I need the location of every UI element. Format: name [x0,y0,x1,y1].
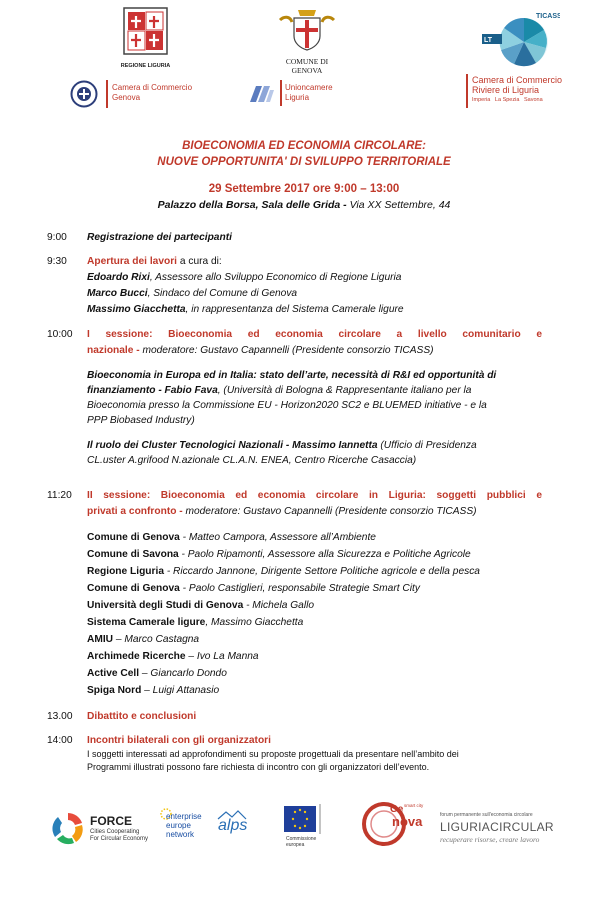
talk1-line4: PPP Biobased Industry) [87,415,195,426]
speaker-detail: - Matteo Campora, Assessore all’Ambiente [179,532,376,543]
talk1-line1: Bioeconomia in Europa ed in Italia: stato dell’arte, necessità di R&I ed opportunità di [87,370,497,381]
talk1-speaker: finanziamento - Fabio Fava [87,385,218,396]
genova-smart-city: smart city [404,803,424,808]
time-debate: 13.00 [47,711,73,722]
talk1-affiliation: , (Università di Bologna & Rappresentante italiano per la [217,385,472,396]
event-date: 29 Settembre 2017 ore 9:00 – 13:00 [208,183,400,195]
speaker-name: Marco Bucci [87,288,148,299]
session1-moderator: moderatore: Gustavo Capannelli (Presidente consorzio TICASS) [139,345,434,356]
genova-ge: Ge [390,804,404,815]
ticass-label: TICASS [536,13,560,20]
speaker-org: Spiga Nord [87,685,142,696]
force-line1: Cities Cooperating [90,829,140,835]
event-title-line2: NUOVE OPPORTUNITA' DI SVILUPPO TERRITORIALE [157,156,451,168]
session2-speaker [87,666,542,681]
unioncamere-line1: Unioncamere [285,83,333,92]
comune-genova-crest-icon [272,6,342,52]
ticass-logo [480,4,560,72]
talk1-line2 [87,383,542,398]
time-meetings: 14:00 [47,735,73,746]
speaker-org: Comune di Savona [87,549,179,560]
speaker-org: Regione Liguria [87,566,164,577]
venue-address: Via XX Settembre, 44 [346,199,451,211]
ticass-sunburst-icon [480,4,560,70]
session2-speaker [87,598,542,613]
force-name: FORCE [90,814,132,828]
event-venue [0,199,608,211]
session2-speaker [87,615,542,630]
genova-nova: nova [392,814,423,829]
speaker-detail: - Michela Gallo [243,600,315,611]
camera-riviere-line3: Imperia La Spezia Savona [472,97,543,103]
liguria-circular-name: LIGURIACIRCULAR [440,820,554,834]
session2-speaker [87,649,542,664]
regione-liguria-shield-icon [118,6,173,58]
een-line3: network [166,830,195,839]
commission-line1: Commissione [286,836,317,842]
talk2-affiliation: (Ufficio di Presidenza [377,440,477,451]
comune-genova-logo [272,6,342,75]
speaker-detail: - Paolo Ripamonti, Assessore alla Sicurezza e Politiche Agricole [178,549,471,560]
unioncamere-liguria-logo [248,80,368,106]
commission-line2: europea [286,842,305,848]
event-title-line1: BIOECONOMIA ED ECONOMIA CIRCOLARE: [182,140,426,152]
regione-liguria-caption: REGIONE LIGURIA [120,63,171,69]
een-line1: enterprise [166,812,202,821]
opening-speaker [87,302,542,317]
genova-smart-city-logo [362,800,432,848]
speaker-role: , Sindaco del Comune di Genova [147,288,298,299]
liguria-circular-tagline: recuperare risorse, creare lavoro [440,835,540,844]
camera-genova-line2: Genova [112,93,141,102]
commissione-europea-logo [284,804,326,848]
force-line2: For Circular Economy [90,836,149,842]
speaker-org: AMIU [87,634,114,645]
speaker-role: , Assessore allo Sviluppo Economico di Regione Liguria [149,272,402,283]
speaker-org: Active Cell [87,668,140,679]
speaker-detail: , Massimo Giacchetta [205,617,304,628]
talk2-title: Il ruolo dei Cluster Tecnologici Nazionali - Massimo Iannetta [87,440,378,451]
session2-speaker [87,632,542,647]
camera-commercio-riviere-logo [466,74,566,110]
session2-title-line1: II sessione: Bioeconomia ed economia circolare in Liguria: soggetti pubblici e [87,490,542,501]
enterprise-europe-network-logo [160,808,210,844]
speaker-detail: - Paolo Castiglieri, responsabile Strategie Smart City [179,583,420,594]
session2-title-line2 [87,504,542,519]
session2-speaker [87,581,542,596]
camera-genova-seal-icon [70,80,98,108]
session2-moderator: moderatore: Gustavo Capannelli (Presidente consorzio TICASS) [182,506,477,517]
talk2-line1 [87,438,542,453]
speaker-name: Edoardo Rixi [87,272,150,283]
camera-riviere-line2: Riviere di Liguria [472,85,540,95]
session1-title-end: nazionale - [87,345,140,356]
session1-title-line2 [87,343,542,358]
session2-title-end: privati a confronto - [87,506,183,517]
camera-riviere-line1: Camera di Commercio [472,75,563,85]
session2-speaker [87,547,542,562]
speaker-detail: – Giancarlo Dondo [139,668,227,679]
camera-genova-line1: Camera di Commercio [112,83,193,92]
opening-speaker [87,286,542,301]
talk1-line3: Bioeconomia presso la Commissione EU - Horizon2020 SC2 e BLUEMED initiative - e la [87,400,487,411]
opening-heading [87,254,542,269]
liguria-circular-logo [440,812,580,852]
talk2-line2: CL.uster A.grifood N.azionale CL.A.N. ENEA, Centro Ricerche Casaccia) [87,455,417,466]
meetings-desc-line2: Programmi illustrati possono fare richiesta di incontro con gli organizzatori dell’evento. [87,762,430,772]
unioncamere-line2: Liguria [285,93,310,102]
session2-speaker [87,530,542,545]
time-registration: 9:00 [47,232,67,243]
opening-suffix: a cura di: [177,256,222,267]
time-opening: 9:30 [47,256,67,267]
speaker-detail: - Riccardo Jannone, Dirigente Settore Politiche agricole e della pesca [163,566,480,577]
speaker-role: , in rappresentanza del Sistema Camerale ligure [185,304,404,315]
meetings-text: Incontri bilaterali con gli organizzatori [87,735,271,746]
time-session2: 11:20 [47,490,72,501]
speaker-name: Massimo Giacchetta [87,304,186,315]
opening-label: Apertura dei lavori [87,256,178,267]
eu-flag-icon [284,804,326,834]
time-session1: 10:00 [47,329,73,340]
session2-speaker [87,564,542,579]
speaker-org: Sistema Camerale ligure [87,617,206,628]
speaker-org: Comune di Genova [87,583,180,594]
debate-text: Dibattito e conclusioni [87,711,197,722]
opening-speaker [87,270,542,285]
session1-title-line1: I sessione: Bioeconomia ed economia circolare a livello comunitario e [87,329,542,340]
regione-liguria-logo [118,6,173,69]
speaker-org: Archimede Ricerche [87,651,186,662]
registration-text: Registrazione dei partecipanti [87,232,232,243]
alps-logo [216,810,266,844]
svg-text:LT: LT [484,37,493,44]
speaker-detail: – Marco Castagna [113,634,200,645]
force-cycle-icon [50,810,86,846]
speaker-detail: – Luigi Attanasio [141,685,220,696]
speaker-org: Università degli Studi di Genova [87,600,244,611]
venue-name: Palazzo della Borsa, Sala delle Grida - [157,199,347,211]
alps-name: alps [218,817,248,834]
speaker-org: Comune di Genova [87,532,180,543]
force-logo [50,806,150,846]
comune-genova-caption: COMUNE DI GENOVA [285,57,329,75]
unioncamere-flags-icon [248,82,276,104]
een-line2: europe [166,821,191,830]
speaker-detail: – Ivo La Manna [185,651,259,662]
meetings-desc-line1: I soggetti interessati ad approfondimenti su proposte progettuali da presentare nell’ambito dei [87,749,459,759]
camera-commercio-genova-logo [70,80,210,108]
session2-speaker [87,683,542,698]
liguria-circular-forum: forum permanente sull'economia circolare [440,812,533,818]
